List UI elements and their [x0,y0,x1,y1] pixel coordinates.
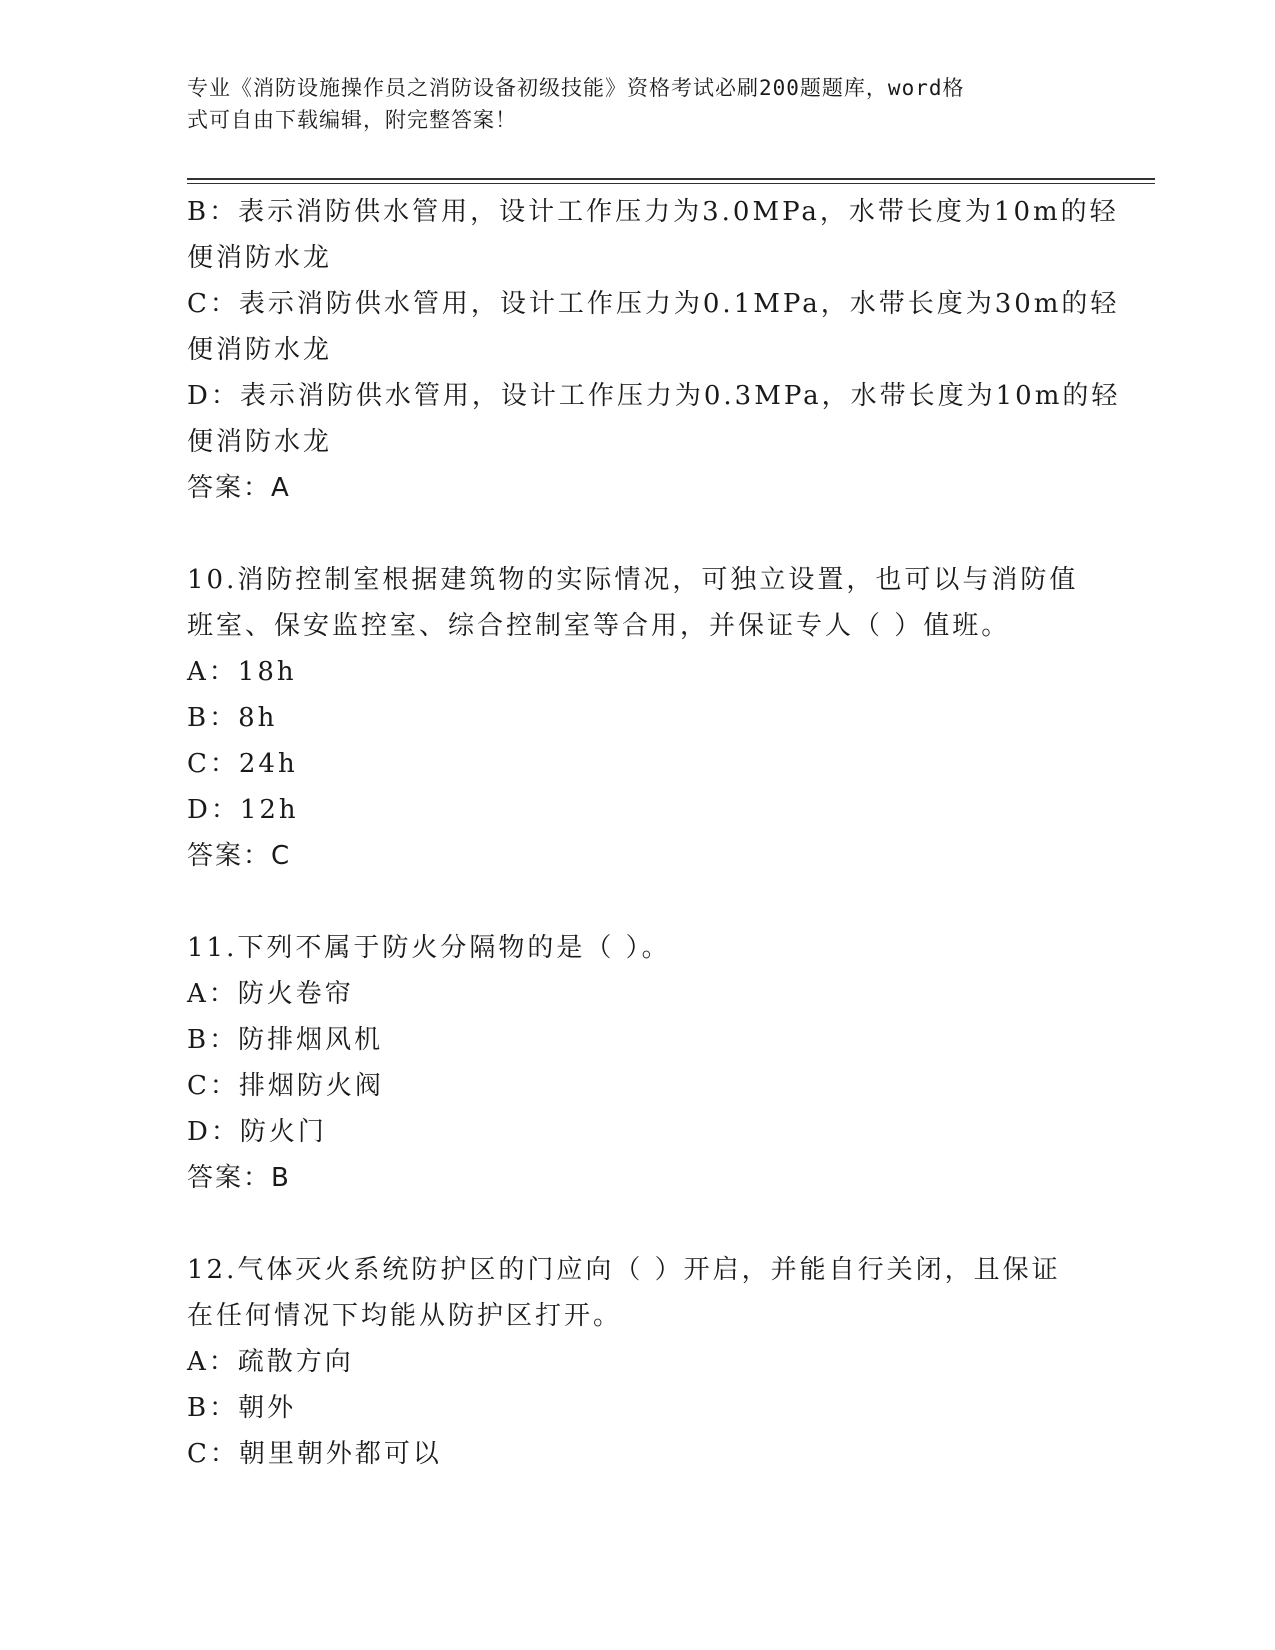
question-11 [187,925,1087,1201]
header-line-1: 专业《消防设施操作员之消防设备初级技能》资格考试必刷200题题库，word格 [187,76,965,100]
q11-stem-line-1: 11.下列不属于防火分隔物的是（ ）。 [187,933,671,963]
document-header [187,72,1067,136]
q11-option-a: A：防火卷帘 [187,979,354,1009]
q10-option-a: A：18h [187,657,297,687]
q12-stem-line-2: 在任何情况下均能从防护区打开。 [187,1301,623,1331]
q11-answer: 答案：B [187,1163,291,1193]
q9-option-c-line-1: C：表示消防供水管用，设计工作压力为0.1MPa，水带长度为30m的轻 [187,289,1120,319]
q11-option-c: C：排烟防火阀 [187,1071,384,1101]
q9-option-d-line-2: 便消防水龙 [187,427,333,457]
q11-option-d: D：防火门 [187,1117,327,1147]
q12-stem-line-1: 12.气体灭火系统防护区的门应向（ ）开启，并能自行关闭，且保证 [187,1255,1061,1285]
q9-option-b-line-1: B：表示消防供水管用，设计工作压力为3.0MPa，水带长度为10m的轻 [187,197,1119,227]
spacer [187,879,1087,925]
header-divider-thin [187,183,1155,184]
q9-option-c-line-2: 便消防水龙 [187,335,333,365]
q10-option-b: B：8h [187,703,278,733]
q10-option-c: C：24h [187,749,298,779]
q9-option-d-line-1: D：表示消防供水管用，设计工作压力为0.3MPa，水带长度为10m的轻 [187,381,1121,411]
question-10 [187,557,1087,879]
q10-stem-line-1: 10.消防控制室根据建筑物的实际情况，可独立设置，也可以与消防值 [187,565,1079,595]
q12-option-b: B：朝外 [187,1393,297,1423]
q11-option-b: B：防排烟风机 [187,1025,384,1055]
q9-answer: 答案：A [187,473,291,503]
question-9 [187,189,1121,511]
question-12 [187,1247,1087,1477]
q12-option-a: A：疏散方向 [187,1347,354,1377]
spacer [187,511,1087,557]
question-list [187,189,1121,1477]
header-divider-thick [187,178,1155,180]
q12-option-c: C：朝里朝外都可以 [187,1439,442,1469]
q10-stem-line-2: 班室、保安监控室、综合控制室等合用，并保证专人（ ）值班。 [187,611,1011,641]
q10-answer: 答案：C [187,841,292,871]
q9-option-b-line-2: 便消防水龙 [187,243,333,273]
spacer [187,1201,1087,1247]
q10-option-d: D：12h [187,795,299,825]
header-line-2: 式可自由下载编辑，附完整答案！ [187,108,517,132]
